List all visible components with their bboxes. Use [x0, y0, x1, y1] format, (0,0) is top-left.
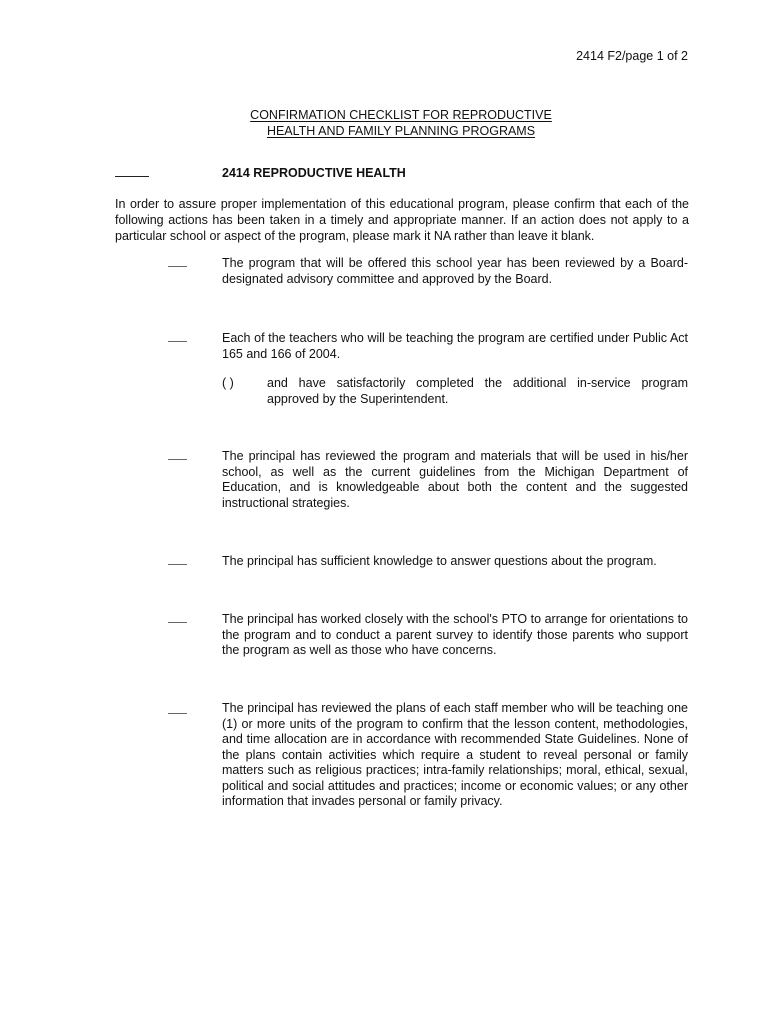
checklist-item: Each of the teachers who will be teaching the program are certified under Public Act 165 and 166 of 2004. — [222, 331, 688, 361]
document-title-line-2: HEALTH AND FAMILY PLANNING PROGRAMS — [266, 124, 536, 138]
item-check-blank[interactable] — [168, 564, 187, 565]
item-check-blank[interactable] — [168, 266, 187, 267]
item-check-blank[interactable] — [168, 622, 187, 623]
item-check-blank[interactable] — [168, 341, 187, 342]
item-check-blank[interactable] — [168, 459, 187, 460]
section-heading: 2414 REPRODUCTIVE HEALTH — [222, 166, 406, 180]
checklist-item: The program that will be offered this school year has been reviewed by a Board-designated advisory committee and approved by the Board. — [222, 256, 688, 286]
page-number: 2414 F2/page 1 of 2 — [576, 49, 688, 63]
item-check-blank[interactable] — [168, 713, 187, 714]
intro-paragraph: In order to assure proper implementation of this educational program, please confirm that each of the following actions has been taken in a timely and appropriate manner. If an action does not apply to a particular school or aspect of the program, please mark it NA rather than leave it blank. — [115, 197, 689, 243]
section-check-blank[interactable] — [115, 166, 149, 177]
document-title-line-1: CONFIRMATION CHECKLIST FOR REPRODUCTIVE — [250, 108, 552, 122]
checklist-item: The principal has reviewed the plans of each staff member who will be teaching one (1) or more units of the program to confirm that the lesson content, methodologies, and time allocation are in accordance with recommended State Guidelines. None of the plans contain activities which require a student to reveal personal or family matters such as religious practices; intra-family relationships; moral, ethical, sexual, political and social attitudes and practices; income or economic values; or any other information that invades personal or family privacy. — [222, 701, 688, 808]
sub-item-text: and have satisfactorily completed the additional in-service program approved by the Superintendent. — [267, 376, 688, 406]
checklist-item: The principal has worked closely with the school's PTO to arrange for orientations to the program and to conduct a parent survey to identify those parents who support the program as well as those who have concerns. — [222, 612, 688, 657]
sub-item-marker[interactable]: ( ) — [222, 376, 234, 390]
checklist-item: The principal has sufficient knowledge to answer questions about the program. — [222, 554, 657, 568]
checklist-item: The principal has reviewed the program and materials that will be used in his/her school, as well as the current guidelines from the Michigan Department of Education, and is knowledgeable about both the content and the suggested instructional strategies. — [222, 449, 688, 510]
